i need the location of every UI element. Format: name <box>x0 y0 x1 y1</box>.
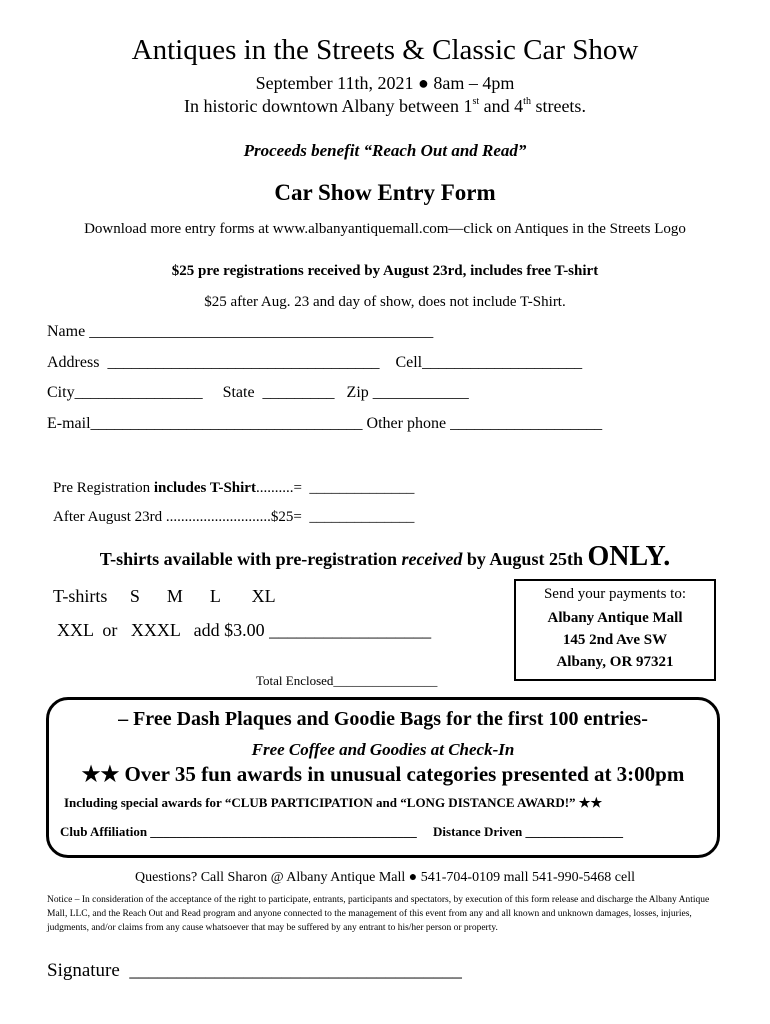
fee-label-bold: includes T-Shirt <box>153 480 256 496</box>
club-distance-field[interactable]: Club Affiliation _________________________________________ Distance Driven _______________ <box>60 824 623 839</box>
proceeds-note: Proceeds benefit “Reach Out and Read” <box>243 141 527 160</box>
tshirt-sizes[interactable]: T-shirts S M L XL <box>53 586 276 606</box>
event-location <box>0 96 770 117</box>
after-deadline-fee[interactable]: After August 23rd ............................$25= ______________ <box>53 509 415 525</box>
name-field[interactable]: Name ___________________________________________ <box>47 323 434 340</box>
contact-line: Questions? Call Sharon @ Albany Antique Mall ● 541-704-0109 mall 541-990-5468 cell <box>134 870 635 885</box>
tshirt-xl-sizes[interactable]: XXL or XXXL add $3.00 __________________ <box>57 620 432 640</box>
total-enclosed-field[interactable]: Total Enclosed________________ <box>256 673 438 688</box>
payee-street: 145 2nd Ave SW <box>562 632 668 648</box>
note-only: ONLY. <box>587 541 671 572</box>
promo-headline: – Free Dash Plaques and Goodie Bags for the first 100 entries- <box>118 708 648 730</box>
location-text: streets. <box>530 96 586 116</box>
note-text: by August 25th <box>462 549 588 569</box>
note-emphasis: received <box>401 549 463 569</box>
location-superscript: st <box>472 96 480 107</box>
after-note: $25 after Aug. 23 and day of show, does not include T-Shirt. <box>204 294 566 310</box>
payment-address <box>516 607 714 673</box>
promo-special-awards: Including special awards for “CLUB PARTICIPATION and “LONG DISTANCE AWARD!” ★★ <box>64 795 603 810</box>
pre-registration-fee[interactable] <box>53 480 414 497</box>
release-notice: Notice – In consideration of the acceptance of the right to participate, entrants, participants and spectators, by execution of this form release and discharge the Albany Antique Mall, LLC, and the Reach Out and Read program and anyone connected to the management of this event from any and all known and unknown damages, losses, injuries, judgments, and/or claims from any cause whatsoever that may be suffered by any entrant to his/her person or property. <box>47 895 710 933</box>
location-superscript: th <box>523 96 531 107</box>
fee-line: ..........= ______________ <box>255 480 415 496</box>
location-text: and 4 <box>479 96 524 116</box>
city-state-zip-field[interactable]: City________________ State _________ Zip ____________ <box>47 384 469 401</box>
prereg-note: $25 pre registrations received by August 23rd, includes free T-shirt <box>171 263 599 279</box>
email-phone-field[interactable]: E-mail__________________________________ Other phone ___________________ <box>47 415 603 432</box>
address-cell-field[interactable]: Address __________________________________ Cell____________________ <box>47 354 583 371</box>
download-note: Download more entry forms at www.albanyantiquemall.com—click on Antiques in the Streets Logo <box>84 221 686 237</box>
fee-label: Pre Registration <box>53 480 154 496</box>
promo-coffee: Free Coffee and Goodies at Check-In <box>251 740 515 759</box>
note-text: T-shirts available with pre-registration <box>99 549 402 569</box>
signature-field[interactable]: Signature ___________________________________ <box>47 960 462 981</box>
tshirt-availability-note <box>0 541 770 573</box>
payee-name: Albany Antique Mall <box>547 610 683 626</box>
event-title: Antiques in the Streets & Classic Car Show <box>131 34 639 66</box>
event-date: September 11th, 2021 ● 8am – 4pm <box>255 73 515 93</box>
payment-heading: Send your payments to: <box>543 586 687 602</box>
form-title: Car Show Entry Form <box>274 180 496 205</box>
payment-address-box <box>514 579 716 681</box>
payee-city: Albany, OR 97321 <box>556 654 674 670</box>
location-text: In historic downtown Albany between 1 <box>184 96 473 116</box>
promo-awards: ★★ Over 35 fun awards in unusual categories presented at 3:00pm <box>81 762 685 786</box>
